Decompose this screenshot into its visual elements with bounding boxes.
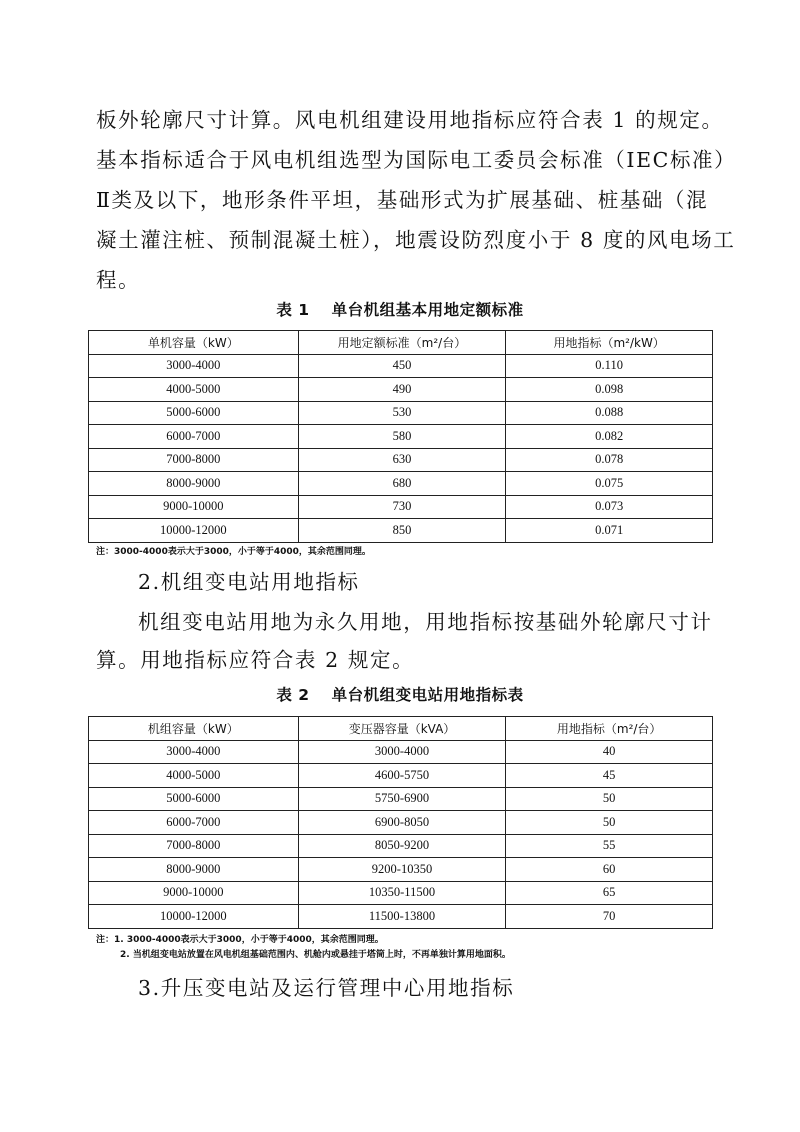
table1-row	[89, 354, 713, 378]
table2-note-2: 2. 当机组变电站放置在风电机组基础范围内、机舱内或悬挂于塔筒上时，不再单独计算用地面积。	[120, 950, 511, 960]
table-cell: 3000-4000	[89, 740, 299, 764]
table-cell: 60	[506, 858, 713, 882]
intro-line-3: Ⅱ类及以下，地形条件平坦，基础形式为扩展基础、桩基础（混	[96, 188, 709, 212]
table-cell: 0.071	[506, 519, 713, 543]
table2-row	[89, 834, 713, 858]
table2-note-1: 注：1. 3000-4000表示大于3000，小于等于4000，其余范围同理。	[96, 935, 384, 945]
table-cell: 3000-4000	[298, 740, 506, 764]
table2-row	[89, 881, 713, 905]
section2-line-1: 机组变电站用地为永久用地，用地指标按基础外轮廓尺寸计	[138, 610, 713, 634]
table-cell: 11500-13800	[298, 905, 506, 929]
table2-header-cell: 机组容量（kW）	[89, 717, 299, 741]
table1-caption-title: 单台机组基本用地定额标准	[331, 301, 524, 319]
table1-row	[89, 448, 713, 472]
table-cell: 3000-4000	[89, 354, 299, 378]
table-cell: 55	[506, 834, 713, 858]
table-cell: 4000-5000	[89, 764, 299, 788]
section3-heading: 3.升压变电站及运行管理中心用地指标	[138, 976, 515, 1000]
intro-line-5: 程。	[96, 268, 141, 292]
table2-row	[89, 858, 713, 882]
table-cell: 7000-8000	[89, 448, 299, 472]
table-cell: 6000-7000	[89, 425, 299, 449]
table-cell: 45	[506, 764, 713, 788]
table1-row	[89, 519, 713, 543]
table-cell: 10000-12000	[89, 519, 299, 543]
table-cell: 5000-6000	[89, 401, 299, 425]
table-cell: 630	[298, 448, 506, 472]
table2-caption-number: 表 2	[276, 686, 310, 704]
table-cell: 580	[298, 425, 506, 449]
table-cell: 0.110	[506, 354, 713, 378]
table1-note: 注：3000-4000表示大于3000，小于等于4000，其余范围同理。	[96, 547, 371, 557]
table-cell: 4600-5750	[298, 764, 506, 788]
table2-header-row	[89, 717, 713, 741]
table-cell: 530	[298, 401, 506, 425]
table-cell: 10350-11500	[298, 881, 506, 905]
table2-caption-title: 单台机组变电站用地指标表	[331, 686, 524, 704]
table-cell: 0.088	[506, 401, 713, 425]
table1-caption-number: 表 1	[276, 301, 310, 319]
table-cell: 65	[506, 881, 713, 905]
table2-row	[89, 811, 713, 835]
table2-header-cell: 变压器容量（kVA）	[298, 717, 506, 741]
table2-caption	[0, 683, 800, 705]
table2-row	[89, 764, 713, 788]
table1-header-cell: 用地指标（m²/kW）	[506, 331, 713, 355]
table1-row	[89, 495, 713, 519]
table-cell: 0.098	[506, 378, 713, 402]
section2-heading: 2.机组变电站用地指标	[138, 570, 360, 594]
intro-line-1: 板外轮廓尺寸计算。风电机组建设用地指标应符合表 1 的规定。	[96, 108, 724, 132]
table-cell: 9000-10000	[89, 881, 299, 905]
table-cell: 0.073	[506, 495, 713, 519]
intro-line-4: 凝土灌注桩、预制混凝土桩），地震设防烈度小于 8 度的风电场工	[96, 228, 736, 252]
intro-line-2: 基本指标适合于风电机组选型为国际电工委员会标准（IEC标准）	[96, 148, 737, 172]
section2-line-2: 算。用地指标应符合表 2 规定。	[96, 648, 415, 672]
table2-row	[89, 740, 713, 764]
table-cell: 8050-9200	[298, 834, 506, 858]
table1-header-cell: 用地定额标准（m²/台）	[298, 331, 506, 355]
table1-header-row	[89, 331, 713, 355]
table1-caption	[0, 298, 800, 320]
table-cell: 8000-9000	[89, 472, 299, 496]
table-cell: 50	[506, 787, 713, 811]
table-cell: 0.078	[506, 448, 713, 472]
table-cell: 9000-10000	[89, 495, 299, 519]
table-cell: 10000-12000	[89, 905, 299, 929]
table1-row	[89, 425, 713, 449]
table1-row	[89, 401, 713, 425]
table1-header-cell: 单机容量（kW）	[89, 331, 299, 355]
table-cell: 70	[506, 905, 713, 929]
table-cell: 730	[298, 495, 506, 519]
table1-row	[89, 472, 713, 496]
table-cell: 0.082	[506, 425, 713, 449]
table-cell: 0.075	[506, 472, 713, 496]
table-cell: 6000-7000	[89, 811, 299, 835]
table1	[88, 330, 713, 543]
table-cell: 680	[298, 472, 506, 496]
table2-header-cell: 用地指标（m²/台）	[506, 717, 713, 741]
table2-row	[89, 787, 713, 811]
table2-row	[89, 905, 713, 929]
table-cell: 8000-9000	[89, 858, 299, 882]
table-cell: 7000-8000	[89, 834, 299, 858]
table-cell: 850	[298, 519, 506, 543]
table-cell: 490	[298, 378, 506, 402]
table-cell: 4000-5000	[89, 378, 299, 402]
table-cell: 6900-8050	[298, 811, 506, 835]
table1-row	[89, 378, 713, 402]
table-cell: 5000-6000	[89, 787, 299, 811]
table-cell: 9200-10350	[298, 858, 506, 882]
table-cell: 50	[506, 811, 713, 835]
table2	[88, 716, 713, 929]
table-cell: 40	[506, 740, 713, 764]
table-cell: 450	[298, 354, 506, 378]
table-cell: 5750-6900	[298, 787, 506, 811]
